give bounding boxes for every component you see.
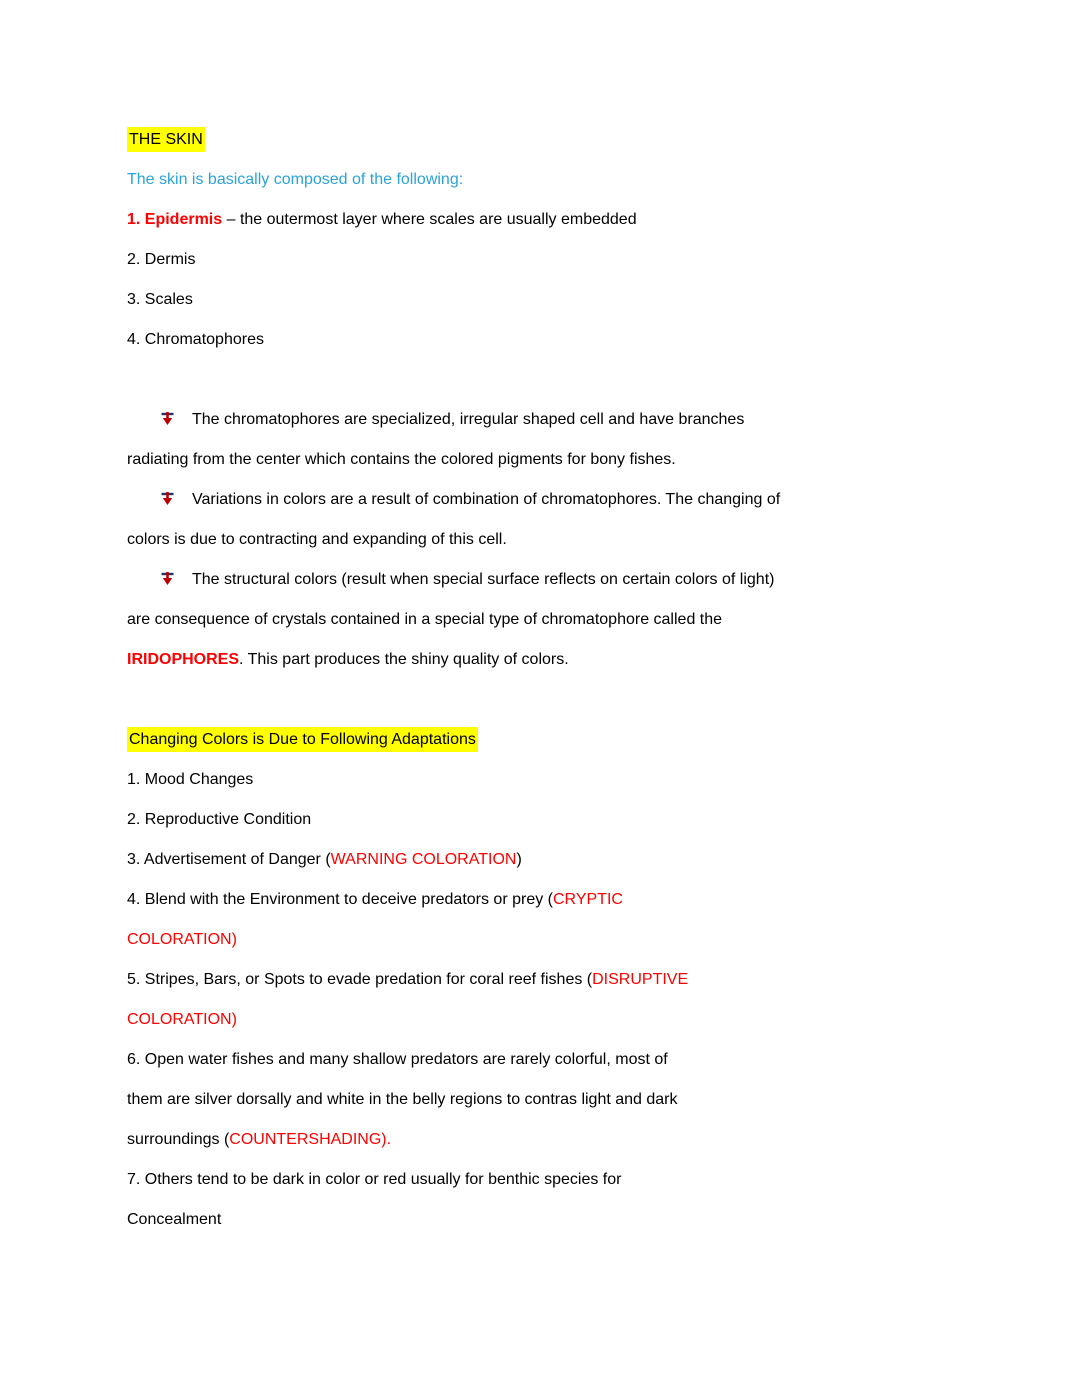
heading-changing-colors-line xyxy=(127,720,970,760)
adaptation-item-6-line-3 xyxy=(127,1120,970,1160)
heading-changing-colors: Changing Colors is Due to Following Adaptations xyxy=(127,727,478,752)
adaptation-item-5-line-1 xyxy=(127,960,970,1000)
skin-layer-item-4: 4. Chromatophores xyxy=(127,331,264,348)
iridophores-description: . This part produces the shiny quality of colors. xyxy=(239,651,569,668)
cryptic-coloration-term: CRYPTIC xyxy=(553,891,623,908)
adaptation-item-7-line-2: Concealment xyxy=(127,1211,222,1228)
skin-layer-item-1 xyxy=(127,200,970,240)
bullet-paragraph-3-line-1 xyxy=(127,560,970,600)
adaptation-item-3 xyxy=(127,840,970,880)
adaptation-3-close: ) xyxy=(516,851,522,868)
bullet-3-text: The structural colors (result when special surface reflects on certain colors of light) xyxy=(192,571,775,588)
list-bullet-icon xyxy=(160,411,175,426)
iridophores-term: IRIDOPHORES xyxy=(127,651,240,668)
adaptation-3-text: 3. Advertisement of Danger ( xyxy=(127,851,331,868)
countershading-term: COUNTERSHADING). xyxy=(229,1131,392,1148)
bullet-paragraph-3-line-2: are consequence of crystals contained in a special type of chromatophore called the xyxy=(127,611,723,628)
bullet-paragraph-2-line-2: colors is due to contracting and expanding of this cell. xyxy=(127,531,507,548)
heading-the-skin-line xyxy=(127,120,970,160)
intro-sentence: The skin is basically composed of the following: xyxy=(127,171,464,188)
bullet-1-text: The chromatophores are specialized, irregular shaped cell and have branches xyxy=(192,411,745,428)
epidermis-term: 1. Epidermis xyxy=(127,211,223,228)
list-bullet-icon xyxy=(160,571,175,586)
skin-layer-item-2: 2. Dermis xyxy=(127,251,196,268)
bullet-2-text: Variations in colors are a result of combination of chromatophores. The changing of xyxy=(192,491,781,508)
adaptation-item-4-line-2 xyxy=(127,920,970,960)
adaptation-item-4-line-1 xyxy=(127,880,970,920)
skin-layer-item-3: 3. Scales xyxy=(127,291,193,308)
adaptation-4-text: 4. Blend with the Environment to deceive predators or prey ( xyxy=(127,891,553,908)
adaptation-item-7-line-1: 7. Others tend to be dark in color or red usually for benthic species for xyxy=(127,1171,622,1188)
bullet-paragraph-1-line-2: radiating from the center which contains the colored pigments for bony fishes. xyxy=(127,451,676,468)
list-bullet-icon xyxy=(160,491,175,506)
adaptation-item-6-line-2: them are silver dorsally and white in the belly regions to contras light and dark xyxy=(127,1091,678,1108)
adaptation-item-5-line-2 xyxy=(127,1000,970,1040)
epidermis-description: – the outermost layer where scales are usually embedded xyxy=(222,211,637,228)
adaptation-item-6-line-1: 6. Open water fishes and many shallow predators are rarely colorful, most of xyxy=(127,1051,668,1068)
spacer-line xyxy=(127,680,970,720)
spacer-line xyxy=(127,360,970,400)
bullet-paragraph-2-line-1 xyxy=(127,480,970,520)
bullet-paragraph-1-line-1 xyxy=(127,400,970,440)
cryptic-coloration-term-cont: COLORATION) xyxy=(127,931,237,948)
heading-the-skin: THE SKIN xyxy=(127,127,205,152)
adaptation-item-2: 2. Reproductive Condition xyxy=(127,811,312,828)
adaptation-item-1: 1. Mood Changes xyxy=(127,771,254,788)
disruptive-coloration-term-cont: COLORATION) xyxy=(127,1011,237,1028)
adaptation-5-text: 5. Stripes, Bars, or Spots to evade predation for coral reef fishes ( xyxy=(127,971,593,988)
disruptive-coloration-term: DISRUPTIVE xyxy=(592,971,689,988)
bullet-paragraph-3-line-3 xyxy=(127,640,970,680)
adaptation-6-text: surroundings ( xyxy=(127,1131,230,1148)
warning-coloration-term: WARNING COLORATION xyxy=(330,851,517,868)
